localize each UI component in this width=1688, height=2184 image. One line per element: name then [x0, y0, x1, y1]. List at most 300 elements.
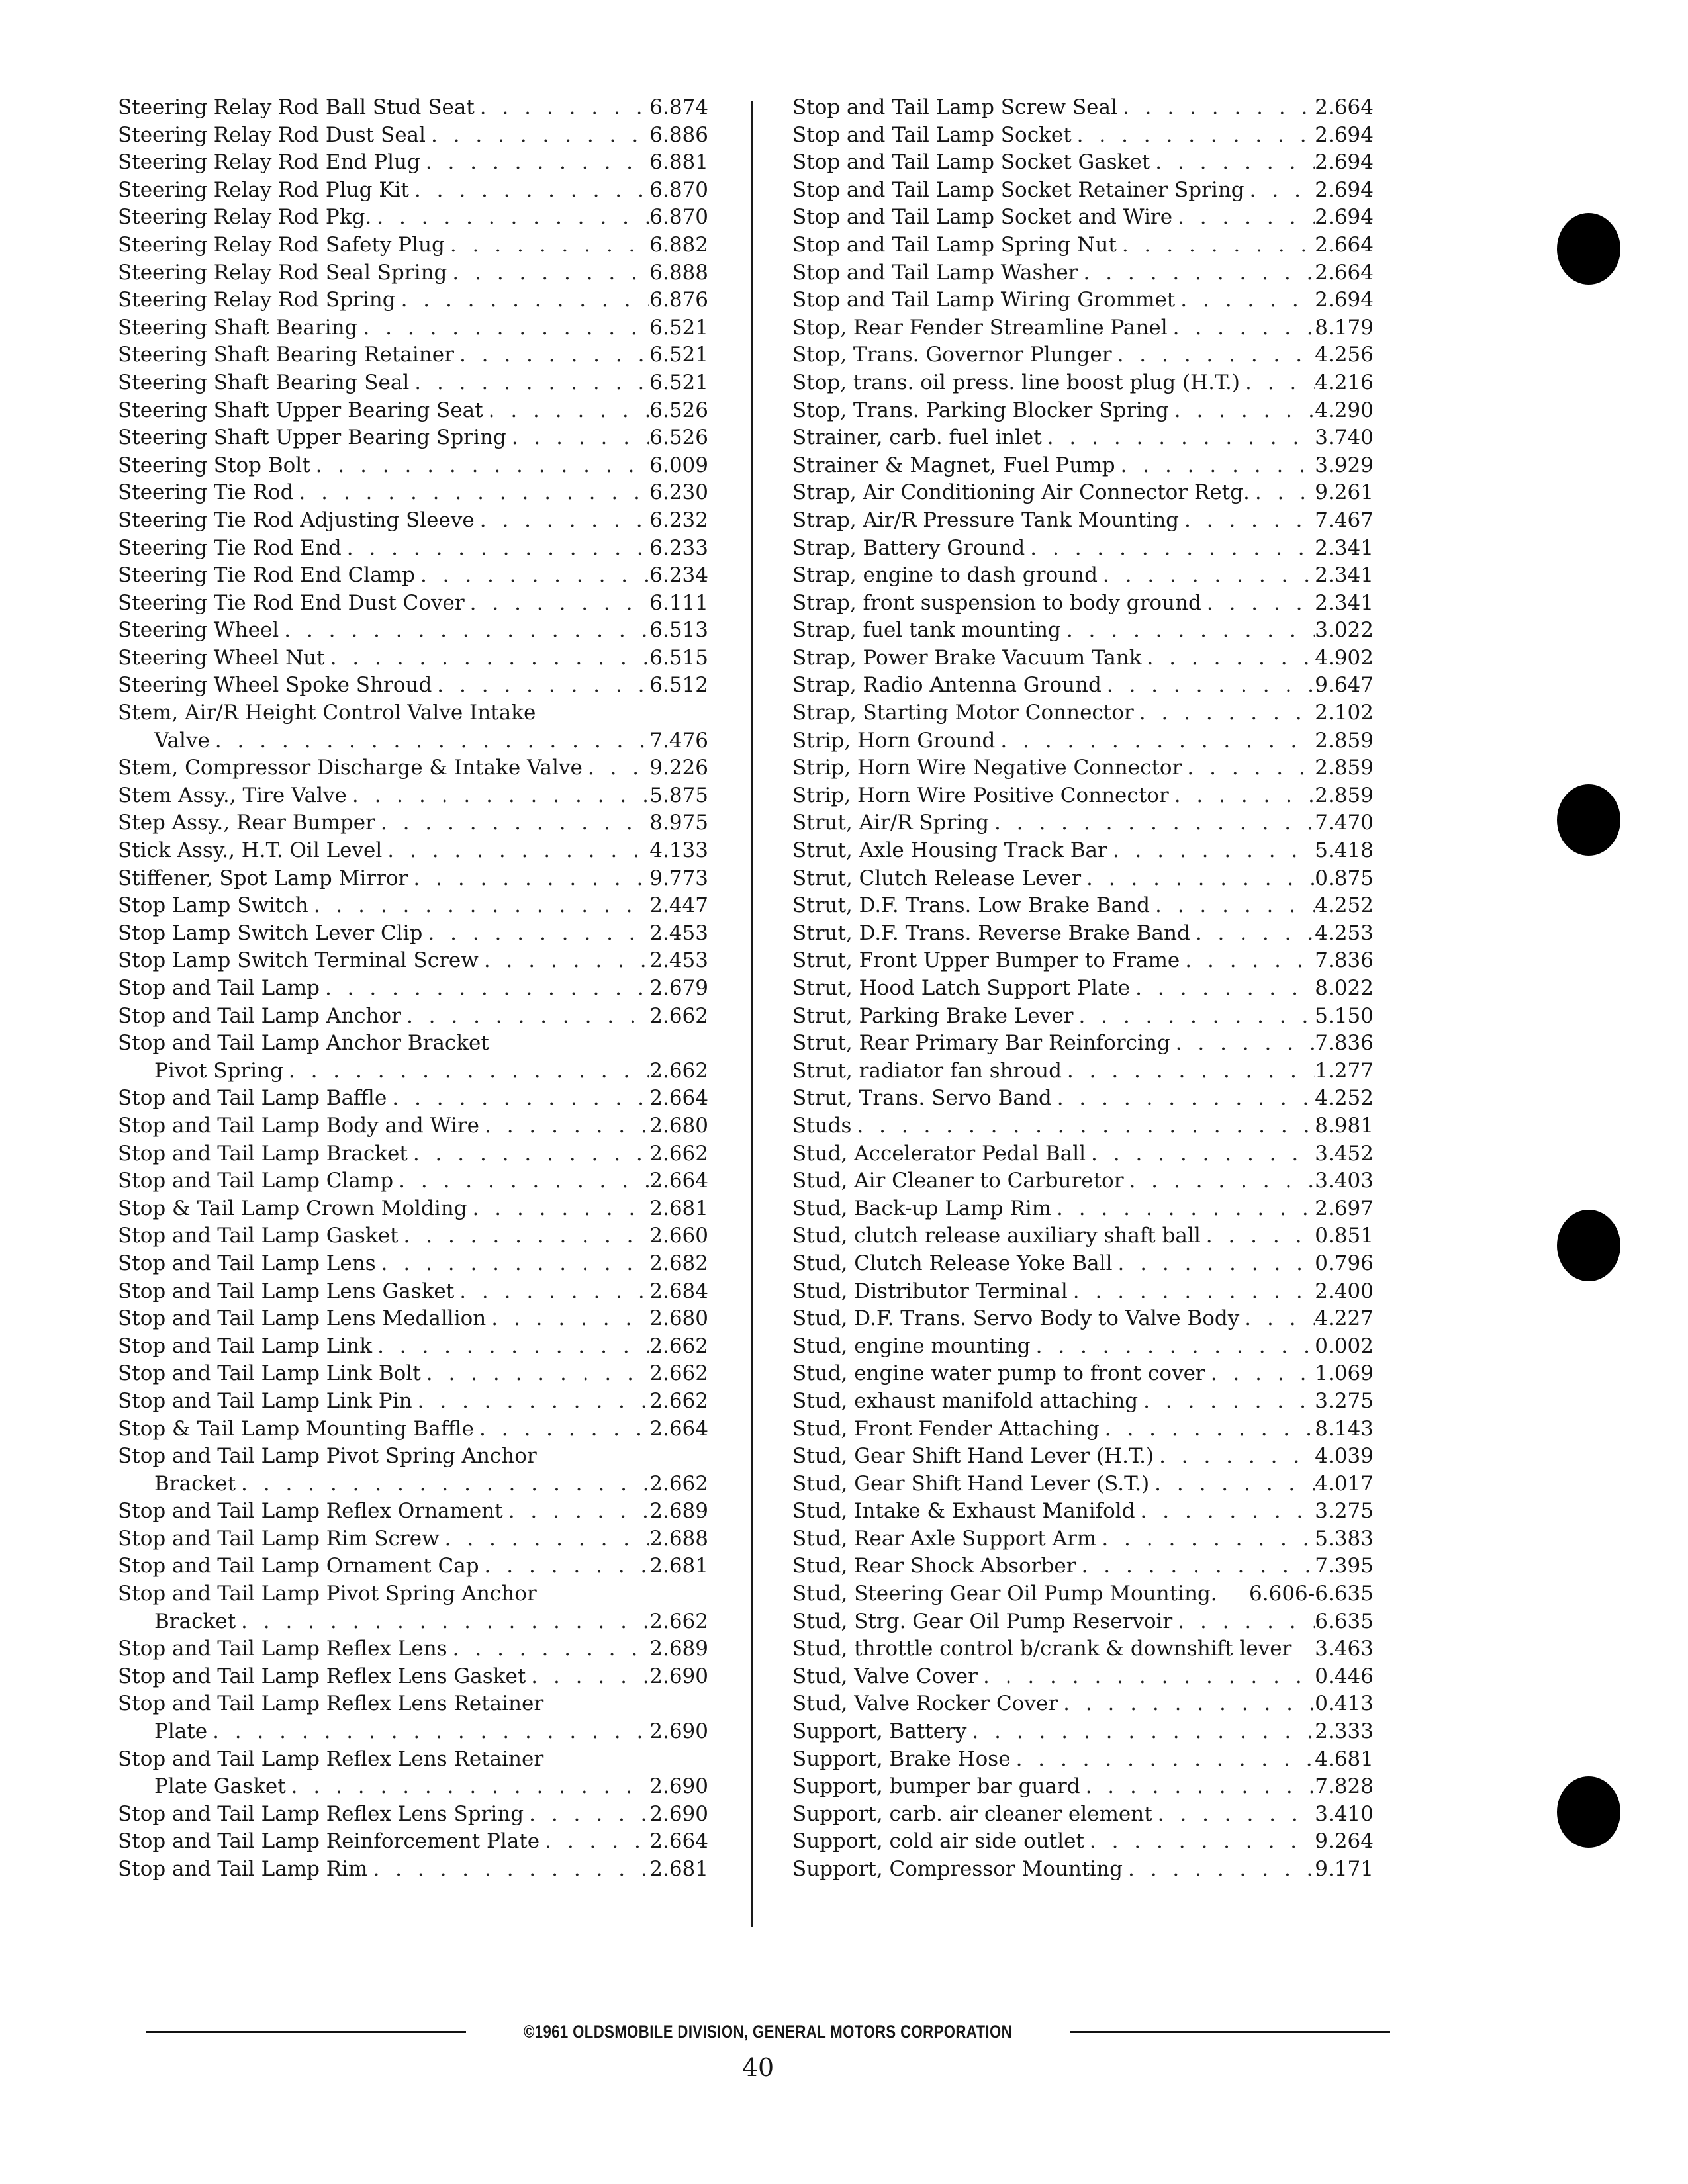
entry-ref-number: 3.452: [1315, 1141, 1374, 1165]
entry-ref-number: 6.512: [649, 673, 708, 698]
index-entry: [118, 1746, 708, 1801]
dot-leader: [1031, 1333, 1315, 1361]
index-entry: [792, 177, 1374, 205]
entry-name: Stem, Compressor Discharge & Intake Valve: [118, 756, 583, 780]
index-entry: [792, 397, 1374, 425]
dot-leader: [1124, 1167, 1315, 1195]
entry-name: Stop and Tail Lamp Bracket: [118, 1141, 408, 1165]
index-entry: [792, 645, 1374, 672]
entry-ref-number: 4.252: [1315, 1086, 1374, 1111]
entry-name: Stop and Tail Lamp Clamp: [118, 1169, 394, 1193]
entry-ref-number: 0.851: [1315, 1224, 1374, 1248]
entry-ref-number: 6.888: [649, 260, 708, 285]
entry-ref-number: 2.859: [1315, 783, 1374, 807]
dot-leader: [1169, 397, 1315, 425]
index-entry: [118, 1525, 708, 1553]
entry-ref-number: 2.694: [1315, 288, 1374, 312]
entry-name: Steering Shaft Bearing: [118, 315, 358, 340]
entry-name: Steering Shaft Upper Bearing Seat: [118, 398, 483, 422]
index-entry: [792, 865, 1374, 893]
dot-leader: [310, 452, 650, 480]
entry-ref-number: 2.453: [649, 921, 708, 945]
entry-name: Stop and Tail Lamp: [118, 976, 320, 1000]
entry-name: Strut, Hood Latch Support Plate: [792, 976, 1131, 1000]
index-entry: [118, 1801, 708, 1829]
entry-ref-number: 6.009: [649, 453, 708, 477]
index-entry: [118, 1635, 708, 1663]
binder-hole: [1557, 1776, 1620, 1848]
index-entry: [792, 369, 1374, 397]
entry-ref-number: 2.680: [649, 1113, 708, 1138]
entry-ref-number: 6.230: [649, 480, 708, 505]
dot-leader: [1011, 1746, 1315, 1774]
index-entry: [792, 782, 1374, 810]
entry-name: Stop and Tail Lamp Socket and Wire: [792, 205, 1173, 230]
entry-ref-number: 4.681: [1315, 1747, 1374, 1771]
dot-leader: [1052, 1085, 1315, 1113]
index-entry: [118, 1580, 708, 1635]
index-entry: [792, 424, 1374, 452]
dot-leader: [1172, 204, 1315, 232]
dot-leader: [1025, 535, 1315, 563]
index-entry: [792, 122, 1374, 150]
entry-ref-number: 2.662: [649, 1141, 708, 1165]
dot-leader: [371, 204, 649, 232]
dot-leader: [524, 1801, 649, 1829]
index-entry: [792, 1030, 1374, 1058]
index-entry: [792, 1856, 1374, 1884]
entry-ref-number: 2.688: [649, 1526, 708, 1551]
dot-leader: [1113, 1250, 1315, 1278]
dot-leader: [966, 1718, 1315, 1746]
dot-leader: [1169, 782, 1315, 810]
entry-name: Stop and Tail Lamp Spring Nut: [792, 232, 1117, 257]
index-entry: [118, 837, 708, 865]
entry-name: Steering Tie Rod End: [118, 535, 342, 560]
dot-leader: [1112, 341, 1315, 369]
entry-name: Strut, D.F. Trans. Reverse Brake Band: [792, 921, 1190, 945]
entry-name: Stop and Tail Lamp Ornament Cap: [118, 1554, 479, 1578]
dot-leader: [357, 314, 649, 342]
entry-ref-number: 2.689: [649, 1499, 708, 1524]
index-entry: [118, 314, 708, 342]
entry-name: Steering Wheel: [118, 618, 279, 643]
entry-ref-number: 8.022: [1315, 976, 1374, 1000]
entry-ref-number: 2.694: [1315, 150, 1374, 175]
entry-name: Stud, Clutch Release Yoke Ball: [792, 1251, 1113, 1275]
index-entry: [792, 1498, 1374, 1525]
entry-name: Stop and Tail Lamp Link: [118, 1334, 373, 1358]
entry-ref-number: 2.859: [1315, 756, 1374, 780]
index-entry: [118, 507, 708, 535]
index-entry: [792, 892, 1374, 920]
index-entry: [118, 424, 708, 452]
entry-name: Stick Assy., H.T. Oil Level: [118, 839, 383, 863]
dot-leader: [465, 590, 650, 617]
dot-leader: [474, 1416, 649, 1443]
index-entry: [792, 204, 1374, 232]
index-entry: [118, 975, 708, 1003]
dot-leader: [1098, 562, 1315, 590]
entry-ref-number: 6.870: [649, 177, 708, 202]
entry-ref-number: 3.403: [1315, 1169, 1374, 1193]
dot-leader: [320, 975, 649, 1003]
dot-leader: [1107, 837, 1315, 865]
entry-ref-number: 6.635: [1315, 1609, 1374, 1633]
index-entry: [792, 700, 1374, 727]
entry-ref-number: 1.277: [1315, 1058, 1374, 1083]
index-entry: [792, 452, 1374, 480]
dot-leader: [409, 177, 649, 205]
dot-leader: [1135, 1498, 1315, 1525]
entry-ref-number: 2.662: [649, 1471, 708, 1496]
entry-ref-number: 7.828: [1315, 1774, 1374, 1799]
index-entry: [118, 562, 708, 590]
index-entry: [792, 1250, 1374, 1278]
entry-ref-number: 0.002: [1315, 1334, 1374, 1358]
index-entry: [792, 1635, 1374, 1663]
entry-ref-number: 7.476: [649, 728, 708, 752]
dot-leader: [387, 1085, 649, 1113]
entry-name: Stop, trans. oil press. line boost plug (H.T.): [792, 370, 1240, 394]
index-entry: [118, 1167, 708, 1195]
index-entry: [118, 1828, 708, 1856]
dot-leader: [293, 479, 649, 507]
entry-name: Strainer & Magnet, Fuel Pump: [792, 453, 1115, 477]
index-entry: [118, 1690, 708, 1745]
entry-name: Strainer, carb. fuel inlet: [792, 426, 1042, 450]
entry-heading: Stop and Tail Lamp Reflex Lens Retainer: [118, 1692, 544, 1716]
dot-leader: [479, 1553, 650, 1580]
entry-name: Stud, Accelerator Pedal Ball: [792, 1141, 1086, 1165]
dot-leader: [526, 1663, 649, 1691]
index-entry: [118, 590, 708, 617]
index-entry: [792, 1360, 1374, 1388]
entry-name: Support, Brake Hose: [792, 1747, 1011, 1771]
entry-name: Stop Lamp Switch Terminal Screw: [118, 948, 479, 973]
entry-ref-number: 2.662: [649, 1609, 708, 1633]
entry-ref-number: 4.256: [1315, 343, 1374, 367]
dot-leader: [367, 1856, 649, 1884]
binder-hole: [1557, 1210, 1620, 1281]
entry-name: Steering Tie Rod End Dust Cover: [118, 590, 465, 615]
entry-name: Steering Stop Bolt: [118, 453, 310, 477]
index-entry: [792, 1195, 1374, 1223]
index-entry: [118, 1222, 708, 1250]
dot-leader: [432, 672, 649, 700]
dot-leader: [308, 892, 650, 920]
dot-leader: [1149, 1471, 1315, 1498]
index-entry: [118, 94, 708, 122]
entry-name: Stop and Tail Lamp Body and Wire: [118, 1113, 479, 1138]
index-entry: [792, 1085, 1374, 1113]
dot-leader: [440, 1525, 650, 1553]
entry-ref-number: 9.264: [1315, 1829, 1374, 1854]
entry-ref-number: 2.690: [649, 1719, 708, 1744]
index-entry: [118, 1305, 708, 1333]
entry-name: Stop and Tail Lamp Socket Gasket: [792, 150, 1150, 175]
entry-ref-number: 4.252: [1315, 893, 1374, 918]
index-entry: [118, 535, 708, 563]
entry-ref-number: 6.234: [649, 563, 708, 588]
entry-name: Pivot Spring: [154, 1058, 283, 1083]
index-entry: [792, 1113, 1374, 1140]
binder-hole: [1557, 213, 1620, 285]
dot-leader: [382, 837, 649, 865]
index-entry: [118, 1140, 708, 1168]
entry-ref-number: 2.694: [1315, 177, 1374, 202]
index-entry: [118, 645, 708, 672]
dot-leader: [408, 865, 649, 893]
entry-name: Strap, engine to dash ground: [792, 563, 1098, 588]
index-entry: [118, 1443, 708, 1498]
entry-name: Stop and Tail Lamp Rim: [118, 1857, 368, 1881]
entry-name: Stop & Tail Lamp Mounting Baffle: [118, 1416, 475, 1441]
entry-ref-number: 6.886: [649, 122, 708, 147]
dot-leader: [283, 1058, 649, 1085]
entry-name: Strap, front suspension to body ground: [792, 590, 1201, 615]
index-entry: [118, 865, 708, 893]
dot-leader: [1244, 177, 1315, 205]
entry-ref-number: 3.929: [1315, 453, 1374, 477]
index-entry: [118, 947, 708, 975]
entry-name: Stop and Tail Lamp Reflex Lens Gasket: [118, 1664, 526, 1688]
entry-name: Stop and Tail Lamp Link Pin: [118, 1388, 412, 1413]
entry-ref-number: 0.875: [1315, 866, 1374, 890]
index-entry: [792, 314, 1374, 342]
entry-ref-number: 2.684: [649, 1279, 708, 1303]
index-entry: [118, 177, 708, 205]
entry-name: Strip, Horn Ground: [792, 728, 996, 752]
entry-name: Steering Relay Rod Pkg.: [118, 205, 372, 230]
index-entry: [792, 754, 1374, 782]
entry-ref-number: 2.681: [649, 1196, 708, 1220]
entry-ref-number: 6.526: [649, 426, 708, 450]
dot-leader: [1175, 287, 1315, 314]
entry-name: Steering Shaft Upper Bearing Spring: [118, 426, 506, 450]
entry-ref-number: 2.341: [1315, 535, 1374, 560]
entry-heading: Stop and Tail Lamp Pivot Spring Anchor: [118, 1444, 537, 1469]
entry-name: Strut, Rear Primary Bar Reinforcing: [792, 1031, 1170, 1056]
dot-leader: [583, 754, 649, 782]
dot-leader: [1051, 1195, 1315, 1223]
entry-ref-number: 3.275: [1315, 1388, 1374, 1413]
entry-name: Steering Relay Rod Plug Kit: [118, 177, 409, 202]
entry-ref-number: 2.664: [649, 1086, 708, 1111]
entry-name: Stud, throttle control b/crank & downshift lever: [792, 1637, 1292, 1661]
dot-leader: [415, 562, 649, 590]
entry-ref-number: 3.463: [1315, 1637, 1374, 1661]
index-entry: [118, 149, 708, 177]
dot-leader: [1168, 314, 1315, 342]
index-entry: [118, 1333, 708, 1361]
binder-hole: [1557, 784, 1620, 856]
entry-ref-number: 5.383: [1315, 1526, 1374, 1551]
index-entry: [792, 590, 1374, 617]
entry-name: Steering Relay Rod Ball Stud Seat: [118, 95, 475, 119]
index-entry: [792, 1801, 1374, 1829]
dot-leader: [1115, 452, 1315, 480]
index-entry: [118, 754, 708, 782]
entry-ref-number: 2.664: [649, 1829, 708, 1854]
dot-leader: [995, 727, 1315, 755]
entry-ref-number: 2.662: [649, 1388, 708, 1413]
entry-name: Stud, Distributor Terminal: [792, 1279, 1068, 1303]
index-entry: [792, 1746, 1374, 1774]
entry-name: Stud, Valve Rocker Cover: [792, 1692, 1058, 1716]
entry-name: Support, Compressor Mounting: [792, 1857, 1123, 1881]
entry-ref-number: 2.664: [1315, 232, 1374, 257]
entry-name: Stop Lamp Switch: [118, 893, 308, 918]
entry-ref-number: 2.664: [1315, 260, 1374, 285]
index-entry: [792, 672, 1374, 700]
index-entry: [118, 1663, 708, 1691]
dot-leader: [1190, 920, 1315, 948]
entry-name: Stop and Tail Lamp Socket Retainer Spring: [792, 177, 1244, 202]
entry-ref-number: 2.662: [649, 1003, 708, 1028]
entry-name: Step Assy., Rear Bumper: [118, 811, 375, 835]
entry-ref-number: 2.660: [649, 1224, 708, 1248]
index-entry: [118, 672, 708, 700]
footer: [146, 2022, 1390, 2042]
dot-leader: [1201, 590, 1315, 617]
index-entry: [792, 975, 1374, 1003]
entry-name: Strap, Air/R Pressure Tank Mounting: [792, 508, 1180, 532]
dot-leader: [236, 1608, 649, 1636]
index-entry: [118, 1553, 708, 1580]
entry-name: Bracket: [154, 1609, 236, 1633]
entry-ref-number: 2.664: [1315, 95, 1374, 119]
entry-name: Plate: [154, 1719, 208, 1744]
entry-name: Stud, Intake & Exhaust Manifold: [792, 1499, 1135, 1524]
dot-leader: [1042, 424, 1315, 452]
entry-ref-number: 4.227: [1315, 1306, 1374, 1331]
entry-name: Stop and Tail Lamp Washer: [792, 260, 1078, 285]
index-entry: [118, 397, 708, 425]
entry-name: Plate Gasket: [154, 1774, 286, 1799]
entry-ref-number: 5.418: [1315, 839, 1374, 863]
index-entry: [792, 535, 1374, 563]
index-entry: [792, 94, 1374, 122]
dot-leader: [372, 1333, 649, 1361]
entry-name: Steering Shaft Bearing Retainer: [118, 343, 454, 367]
dot-leader: [1150, 149, 1315, 177]
entry-ref-number: 6.515: [649, 645, 708, 670]
entry-ref-number: 4.133: [649, 839, 708, 863]
entry-ref-number: 2.679: [649, 976, 708, 1000]
entry-name: Stop and Tail Lamp Reflex Ornament: [118, 1499, 503, 1524]
dot-leader: [279, 617, 649, 645]
entry-name: Strut, Axle Housing Track Bar: [792, 839, 1107, 863]
index-entry: [792, 947, 1374, 975]
entry-name: Stud, exhaust manifold attaching: [792, 1388, 1139, 1413]
entry-name: Strut, Parking Brake Lever: [792, 1003, 1074, 1028]
entry-ref-number: 3.410: [1315, 1801, 1374, 1826]
index-entry: [118, 1360, 708, 1388]
entry-ref-number: 6.606-6.635: [1249, 1582, 1374, 1606]
entry-ref-number: 7.836: [1315, 948, 1374, 973]
dot-leader: [1150, 892, 1315, 920]
dot-leader: [412, 1388, 650, 1416]
entry-ref-number: 2.681: [649, 1857, 708, 1881]
entry-ref-number: 5.150: [1315, 1003, 1374, 1028]
index-entry: [118, 700, 708, 754]
dot-leader: [1179, 507, 1315, 535]
index-entry: [792, 1471, 1374, 1498]
entry-ref-number: 8.143: [1315, 1416, 1374, 1441]
dot-leader: [486, 1305, 649, 1333]
index-entry: [792, 1718, 1374, 1746]
dot-leader: [286, 1773, 650, 1801]
dot-leader: [506, 424, 650, 452]
dot-leader: [1123, 1856, 1315, 1884]
dot-leader: [1138, 1388, 1315, 1416]
entry-ref-number: 2.680: [649, 1306, 708, 1331]
entry-name: Support, carb. air cleaner element: [792, 1801, 1152, 1826]
dot-leader: [1096, 1525, 1315, 1553]
entry-ref-number: 2.341: [1315, 563, 1374, 588]
entry-ref-number: 7.395: [1315, 1554, 1374, 1578]
entry-name: Stud, Air Cleaner to Carburetor: [792, 1169, 1124, 1193]
entry-name: Stop and Tail Lamp Reflex Lens: [118, 1637, 447, 1661]
index-entry: [792, 1140, 1374, 1168]
entry-name: Strut, D.F. Trans. Low Brake Band: [792, 893, 1150, 918]
index-entry: [792, 1580, 1374, 1608]
dot-leader: [1072, 122, 1315, 150]
index-entry: [118, 920, 708, 948]
index-entry: [792, 1773, 1374, 1801]
index-entry: [792, 1553, 1374, 1580]
entry-ref-number: 2.664: [649, 1416, 708, 1441]
index-entry: [118, 617, 708, 645]
index-entry: [118, 204, 708, 232]
dot-leader: [1180, 947, 1315, 975]
dot-leader: [1250, 479, 1315, 507]
entry-name: Valve: [154, 728, 210, 752]
entry-name: Stop and Tail Lamp Anchor: [118, 1003, 401, 1028]
index-entry: [792, 809, 1374, 837]
entry-ref-number: 0.446: [1315, 1664, 1374, 1688]
dot-leader: [401, 1003, 649, 1030]
page-number: 40: [741, 2053, 774, 2082]
dot-leader: [1239, 1305, 1315, 1333]
entry-ref-number: 9.773: [649, 866, 708, 890]
entry-heading: Stop and Tail Lamp Pivot Spring Anchor: [118, 1582, 537, 1606]
dot-leader: [1201, 1222, 1315, 1250]
column-divider: [751, 101, 753, 1927]
entry-name: Steering Relay Rod Safety Plug: [118, 232, 445, 257]
entry-name: Stop, Rear Fender Streamline Panel: [792, 315, 1168, 340]
entry-name: Stiffener, Spot Lamp Mirror: [118, 866, 408, 890]
dot-leader: [1061, 617, 1315, 645]
entry-ref-number: 4.290: [1315, 398, 1374, 422]
index-entry: [792, 1416, 1374, 1443]
dot-leader: [1130, 975, 1315, 1003]
entry-ref-number: 5.875: [649, 783, 708, 807]
entry-name: Steering Relay Rod End Plug: [118, 150, 420, 175]
entry-name: Steering Shaft Bearing Seal: [118, 370, 410, 394]
dot-leader: [393, 1167, 649, 1195]
entry-name: Strip, Horn Wire Positive Connector: [792, 783, 1169, 807]
entry-ref-number: 9.171: [1315, 1857, 1374, 1881]
entry-name: Stop and Tail Lamp Gasket: [118, 1224, 399, 1248]
dot-leader: [479, 947, 649, 975]
dot-leader: [422, 920, 649, 948]
dot-leader: [325, 645, 650, 672]
entry-ref-number: 2.341: [1315, 590, 1374, 615]
entry-name: Stop and Tail Lamp Link Bolt: [118, 1361, 421, 1386]
entry-ref-number: 9.226: [649, 756, 708, 780]
